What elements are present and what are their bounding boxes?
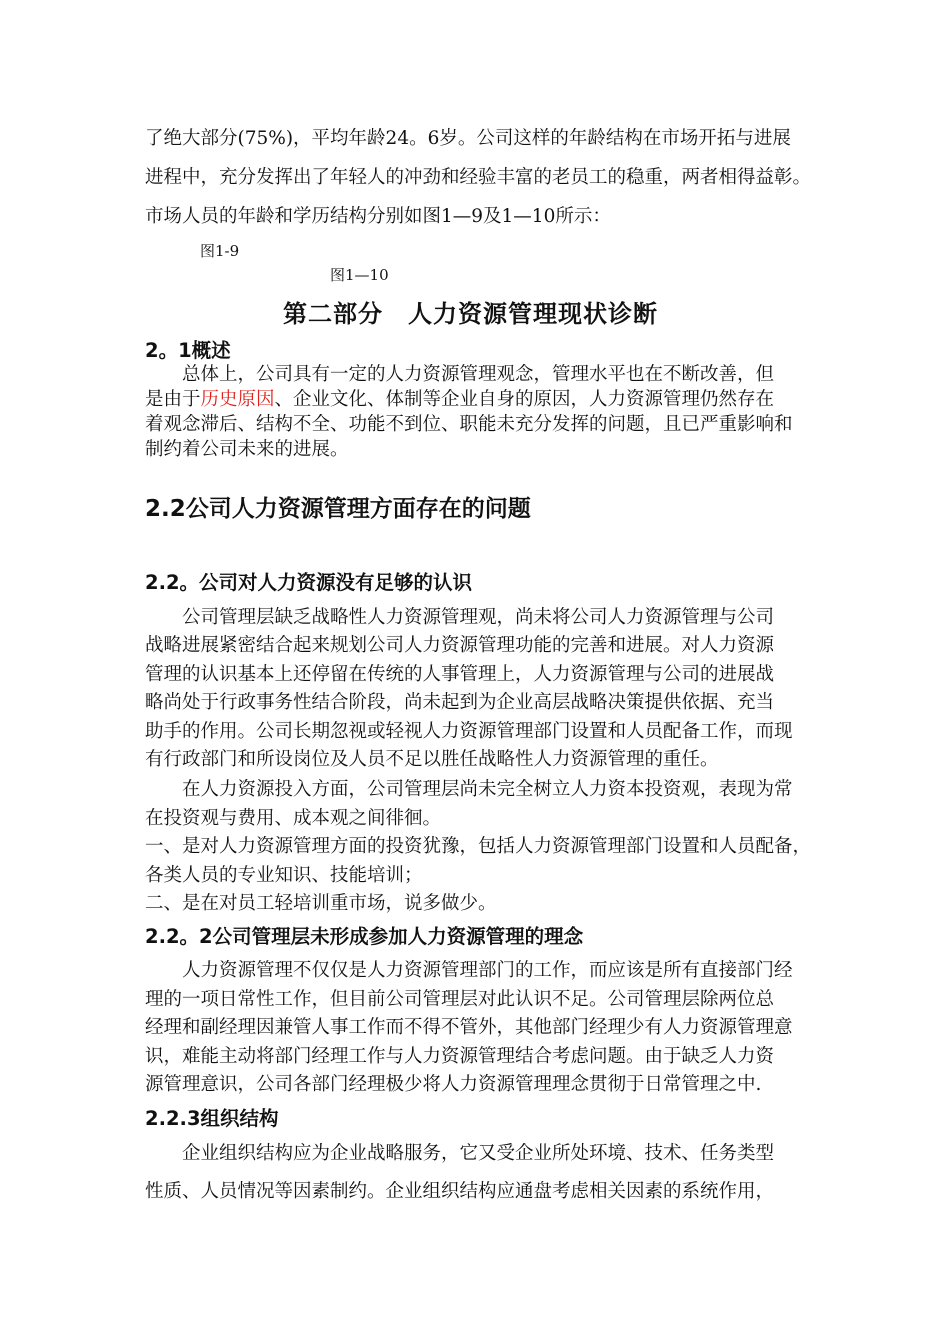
body-text-line: 识，难能主动将部门经理工作与人力资源管理结合考虑问题。由于缺乏人力资 <box>145 1046 775 1067</box>
subsection-heading: 2.2.3组织结构 <box>145 1107 279 1130</box>
body-text-line: 在人力资源投入方面，公司管理层尚未完全树立人力资本投资观，表现为常 <box>182 779 793 800</box>
body-text-line <box>145 385 774 411</box>
body-text-line: 战略进展紧密结合起来规划公司人力资源管理功能的完善和进展。对人力资源 <box>145 635 775 656</box>
body-text-line: 企业组织结构应为企业战略服务，它又受企业所处环境、技术、任务类型 <box>182 1143 775 1164</box>
text-span: 、企业文化、体制等企业自身的原因，人力资源管理仍然存在 <box>274 389 775 410</box>
body-text-line: 了绝大部分(75%)，平均年龄24。6岁。公司这样的年龄结构在市场开拓与进展 <box>145 128 791 149</box>
body-text-line: 理的一项日常性工作，但目前公司管理层对此认识不足。公司管理层除两位总 <box>145 989 775 1010</box>
section-heading: 2.2公司人力资源管理方面存在的问题 <box>145 496 531 522</box>
body-text-line: 在投资观与费用、成本观之间徘徊。 <box>145 808 442 829</box>
figure-caption: 图1—10 <box>330 266 389 284</box>
body-text-line: 有行政部门和所设岗位及人员不足以胜任战略性人力资源管理的重任。 <box>145 749 719 770</box>
body-text-line: 市场人员的年龄和学历结构分别如图1—9及1—10所示： <box>145 206 611 227</box>
body-text-line: 制约着公司未来的进展。 <box>145 439 349 460</box>
text-span: 是由于 <box>145 389 201 410</box>
body-text-line: 性质、人员情况等因素制约。企业组织结构应通盘考虑相关因素的系统作用， <box>145 1181 775 1202</box>
section-heading: 2。1概述 <box>145 339 231 362</box>
body-text-line: 公司管理层缺乏战略性人力资源管理观，尚未将公司人力资源管理与公司 <box>182 607 775 628</box>
figure-caption: 图1-9 <box>200 242 240 260</box>
body-text-line: 经理和副经理因兼管人事工作而不得不管外，其他部门经理少有人力资源管理意 <box>145 1017 793 1038</box>
highlighted-text: 历史原因 <box>200 389 275 410</box>
body-text-line: 着观念滞后、结构不全、功能不到位、职能未充分发挥的问题，且已严重影响和 <box>145 414 793 435</box>
body-text-line: 各类人员的专业知识、技能培训； <box>145 865 423 886</box>
body-text-line: 二、是在对员工轻培训重市场，说多做少。 <box>145 893 497 914</box>
body-text-line: 人力资源管理不仅仅是人力资源管理部门的工作，而应该是所有直接部门经 <box>182 960 793 981</box>
subsection-heading: 2.2。2公司管理层未形成参加人力资源管理的理念 <box>145 925 584 948</box>
body-text-line: 助手的作用。公司长期忽视或轻视人力资源管理部门设置和人员配备工作，而现 <box>145 721 793 742</box>
body-text-line: 一、是对人力资源管理方面的投资犹豫，包括人力资源管理部门设置和人员配备， <box>145 836 812 857</box>
body-text-line: 管理的认识基本上还停留在传统的人事管理上，人力资源管理与公司的进展战 <box>145 664 775 685</box>
body-text-line: 进程中，充分发挥出了年轻人的冲劲和经验丰富的老员工的稳重，两者相得益彰。 <box>145 167 812 188</box>
subsection-heading: 2.2。公司对人力资源没有足够的认识 <box>145 571 473 594</box>
body-text-line: 略尚处于行政事务性结合阶段，尚未起到为企业高层战略决策提供依据、充当 <box>145 692 775 713</box>
body-text-line: 源管理意识，公司各部门经理极少将人力资源管理理念贯彻于日常管理之中. <box>145 1074 762 1095</box>
body-text-line: 总体上，公司具有一定的人力资源管理观念，管理水平也在不断改善，但 <box>182 364 775 385</box>
part-title: 第二部分 人力资源管理现状诊断 <box>283 300 658 328</box>
